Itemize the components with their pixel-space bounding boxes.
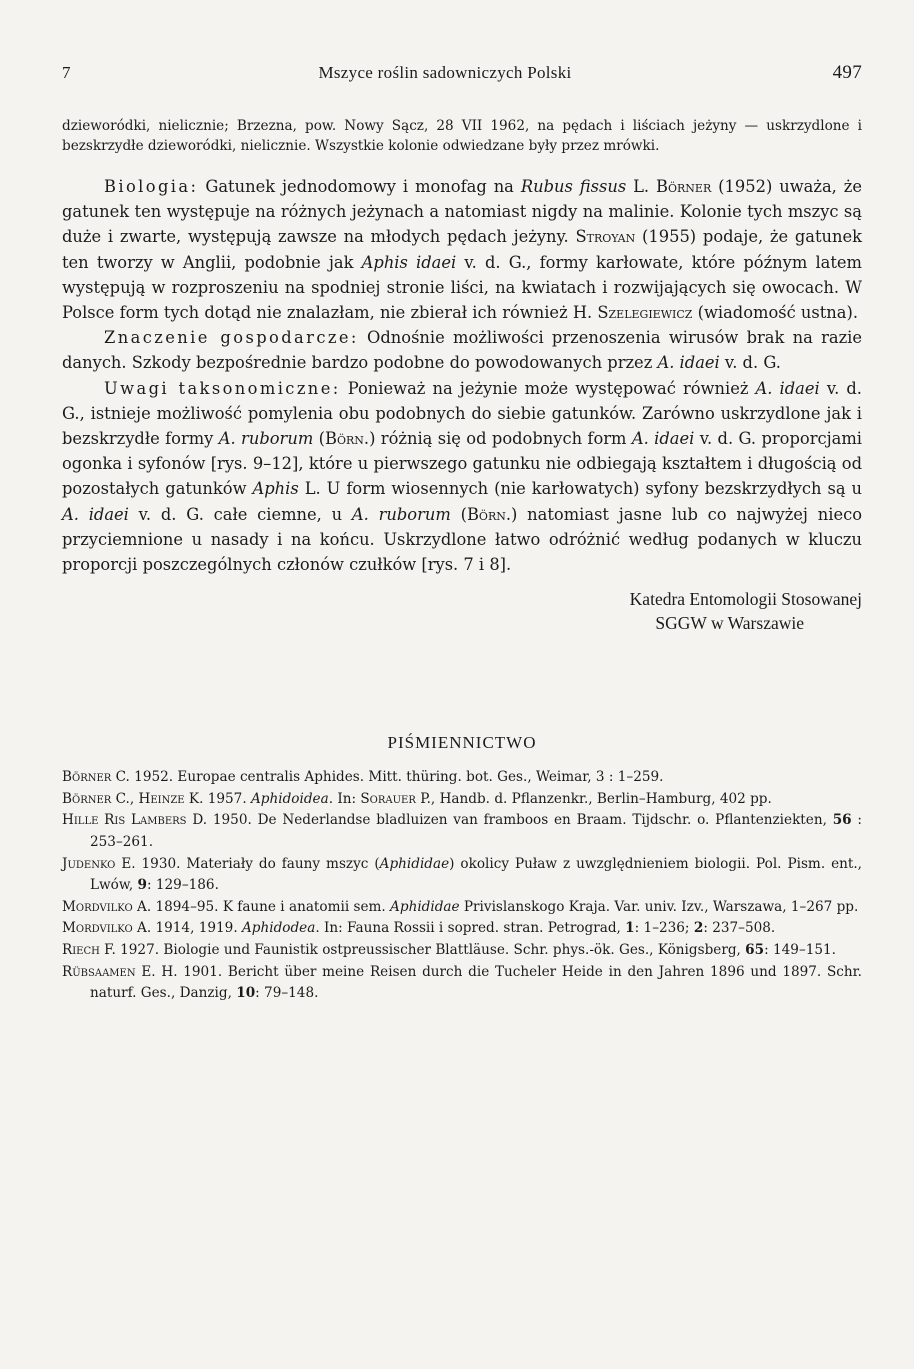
affiliation (62, 587, 862, 635)
reference-item: Rübsaamen E. H. 1901. Bericht über meine Reisen durch die Tucheler Heide in den Jahren 1896 und 1897. Schr. naturf. Ges., Danzig, 10: 79–148. (62, 963, 862, 1002)
reference-item: Börner C. 1952. Europae centralis Aphides. Mitt. thüring. bot. Ges., Weimar, 3 : 1–259. (62, 769, 664, 786)
affiliation-line-1: Katedra Entomologii Stosowanej (629, 589, 862, 610)
species-name: Aphis (252, 479, 299, 499)
species-name: Aphis idaei (361, 252, 457, 272)
species-name: A. idaei (631, 429, 695, 449)
reference-item: Börner C., Heinze K. 1957. Aphidoidea. In: Sorauer P., Handb. d. Pflanzenkr., Berlin–Hamburg, 402 pp. (62, 790, 772, 807)
species-name: Rubus fissus (520, 177, 627, 196)
uwagi-paragraph: Uwagi taksonomiczne: Ponieważ na jeżynie może występować również A. idaei v. d. G., istnieje możliwość pomylenia obu podobnych do siebie gatunków. Zarówno uskrzydlone jak i bezskrzydłe formy A. ruborum (Börn.) różnią się od podobnych form A. idaei v. d. G. proporcjami ogonka i syfonów [rys. 9–12], które u pierwszego gatunku nie odbiegają kształtem i długością od pozostałych gatunków Aphis L. U form wiosennych (nie karłowatych) syfony bezskrzydłych są u A. idaei v. d. G. całe ciemne, u A. ruborum (Börn.) natomiast jasne lub co najwyżej nieco przyciemnione u nasady i na końcu. Uskrzydlone łatwo odróżnić według podanych w kluczu proporcji poszczególnych członów czułków [rys. 7 i 8]. (62, 378, 863, 575)
author-name: Szelegiewicz (597, 303, 693, 323)
reference-item: Judenko E. 1930. Materiały do fauny mszyc (Aphididae) okolicy Puław z uwzględnieniem biologii. Pol. Pism. ent., Lwów, 9: 129–186. (62, 855, 862, 894)
species-name: A. ruborum (218, 429, 314, 449)
affiliation-line-2: SGGW w Warszawie (655, 613, 804, 634)
page (62, 62, 862, 1005)
author-name: Stroyan (575, 227, 636, 247)
author-name: Börn. (325, 429, 370, 449)
references-heading: PIŚMIENNICTWO (387, 733, 537, 753)
species-name: A. idaei (755, 378, 820, 398)
running-title: Mszyce roślin sadowniczych Polski (318, 63, 572, 82)
page-number: 497 (832, 62, 862, 83)
znaczenie-paragraph: Znaczenie gospodarcze: Odnośnie możliwości przenoszenia wirusów brak na razie danych. Szkody bezpośrednie bardzo podobne do powodowanych przez A. idaei v. d. G. (62, 328, 862, 373)
species-name: A. ruborum (351, 504, 451, 524)
author-name: Börner (656, 177, 712, 196)
reference-item: Hille Ris Lambers D. 1950. De Nederlandse bladluizen van framboos en Braam. Tijdschr. o. Pflantenziekten, 56 : 253–261. (62, 812, 862, 851)
section-number: 7 (62, 63, 71, 82)
section-heading-znaczenie: Znaczenie gospodarcze: (104, 328, 359, 348)
section-heading-uwagi: Uwagi taksonomiczne: (104, 378, 341, 398)
biologia-paragraph: Biologia: Gatunek jednodomowy i monofag na Rubus fissus L. Börner (1952) uważa, że gatunek ten występuje na różnych jeżynach a natomiast nigdy na malinie. Kolonie tych mszyc są duże i zwarte, występują zawsze na młodych pędach jeżyny. Stroyan (1955) podaje, że gatunek ten tworzy w Anglii, podobnie jak Aphis idaei v. d. G., formy karłowate, które późnym latem występują w rozproszeniu na spodniej stronie liści, na kwiatach i rozwijających się owocach. W Polsce form tych dotąd nie znalazłam, nie zbierał ich również H. Szelegiewicz (wiadomość ustna). (62, 177, 862, 323)
reference-list (62, 767, 862, 1005)
intro-paragraph: dzieworódki, nielicznie; Brzezna, pow. Nowy Sącz, 28 VII 1962, na pędach i liściach jeżyny — uskrzydlone i bezskrzydłe dzieworódki, nielicznie. Wszystkie kolonie odwiedzane były przez mrówki. (62, 118, 862, 154)
reference-item: Mordvilko A. 1894–95. K faune i anatomii sem. Aphididae Privislanskogo Kraja. Var. univ. Izv., Warszawa, 1–267 pp. (62, 898, 859, 915)
reference-item: Riech F. 1927. Biologie und Faunistik ostpreussischer Blattläuse. Schr. phys.-ök. Ges., Königsberg, 65: 149–151. (62, 942, 837, 958)
species-name: A. idaei (657, 353, 720, 373)
running-header (62, 62, 862, 84)
author-name: Börn. (466, 504, 512, 524)
species-name: A. idaei (62, 504, 129, 524)
reference-item: Mordvilko A. 1914, 1919. Aphidodea. In: Fauna Rossii i sopred. stran. Petrograd, 1: 1–236; 2: 237–508. (62, 920, 776, 937)
section-heading-biologia: Biologia: (104, 177, 199, 196)
